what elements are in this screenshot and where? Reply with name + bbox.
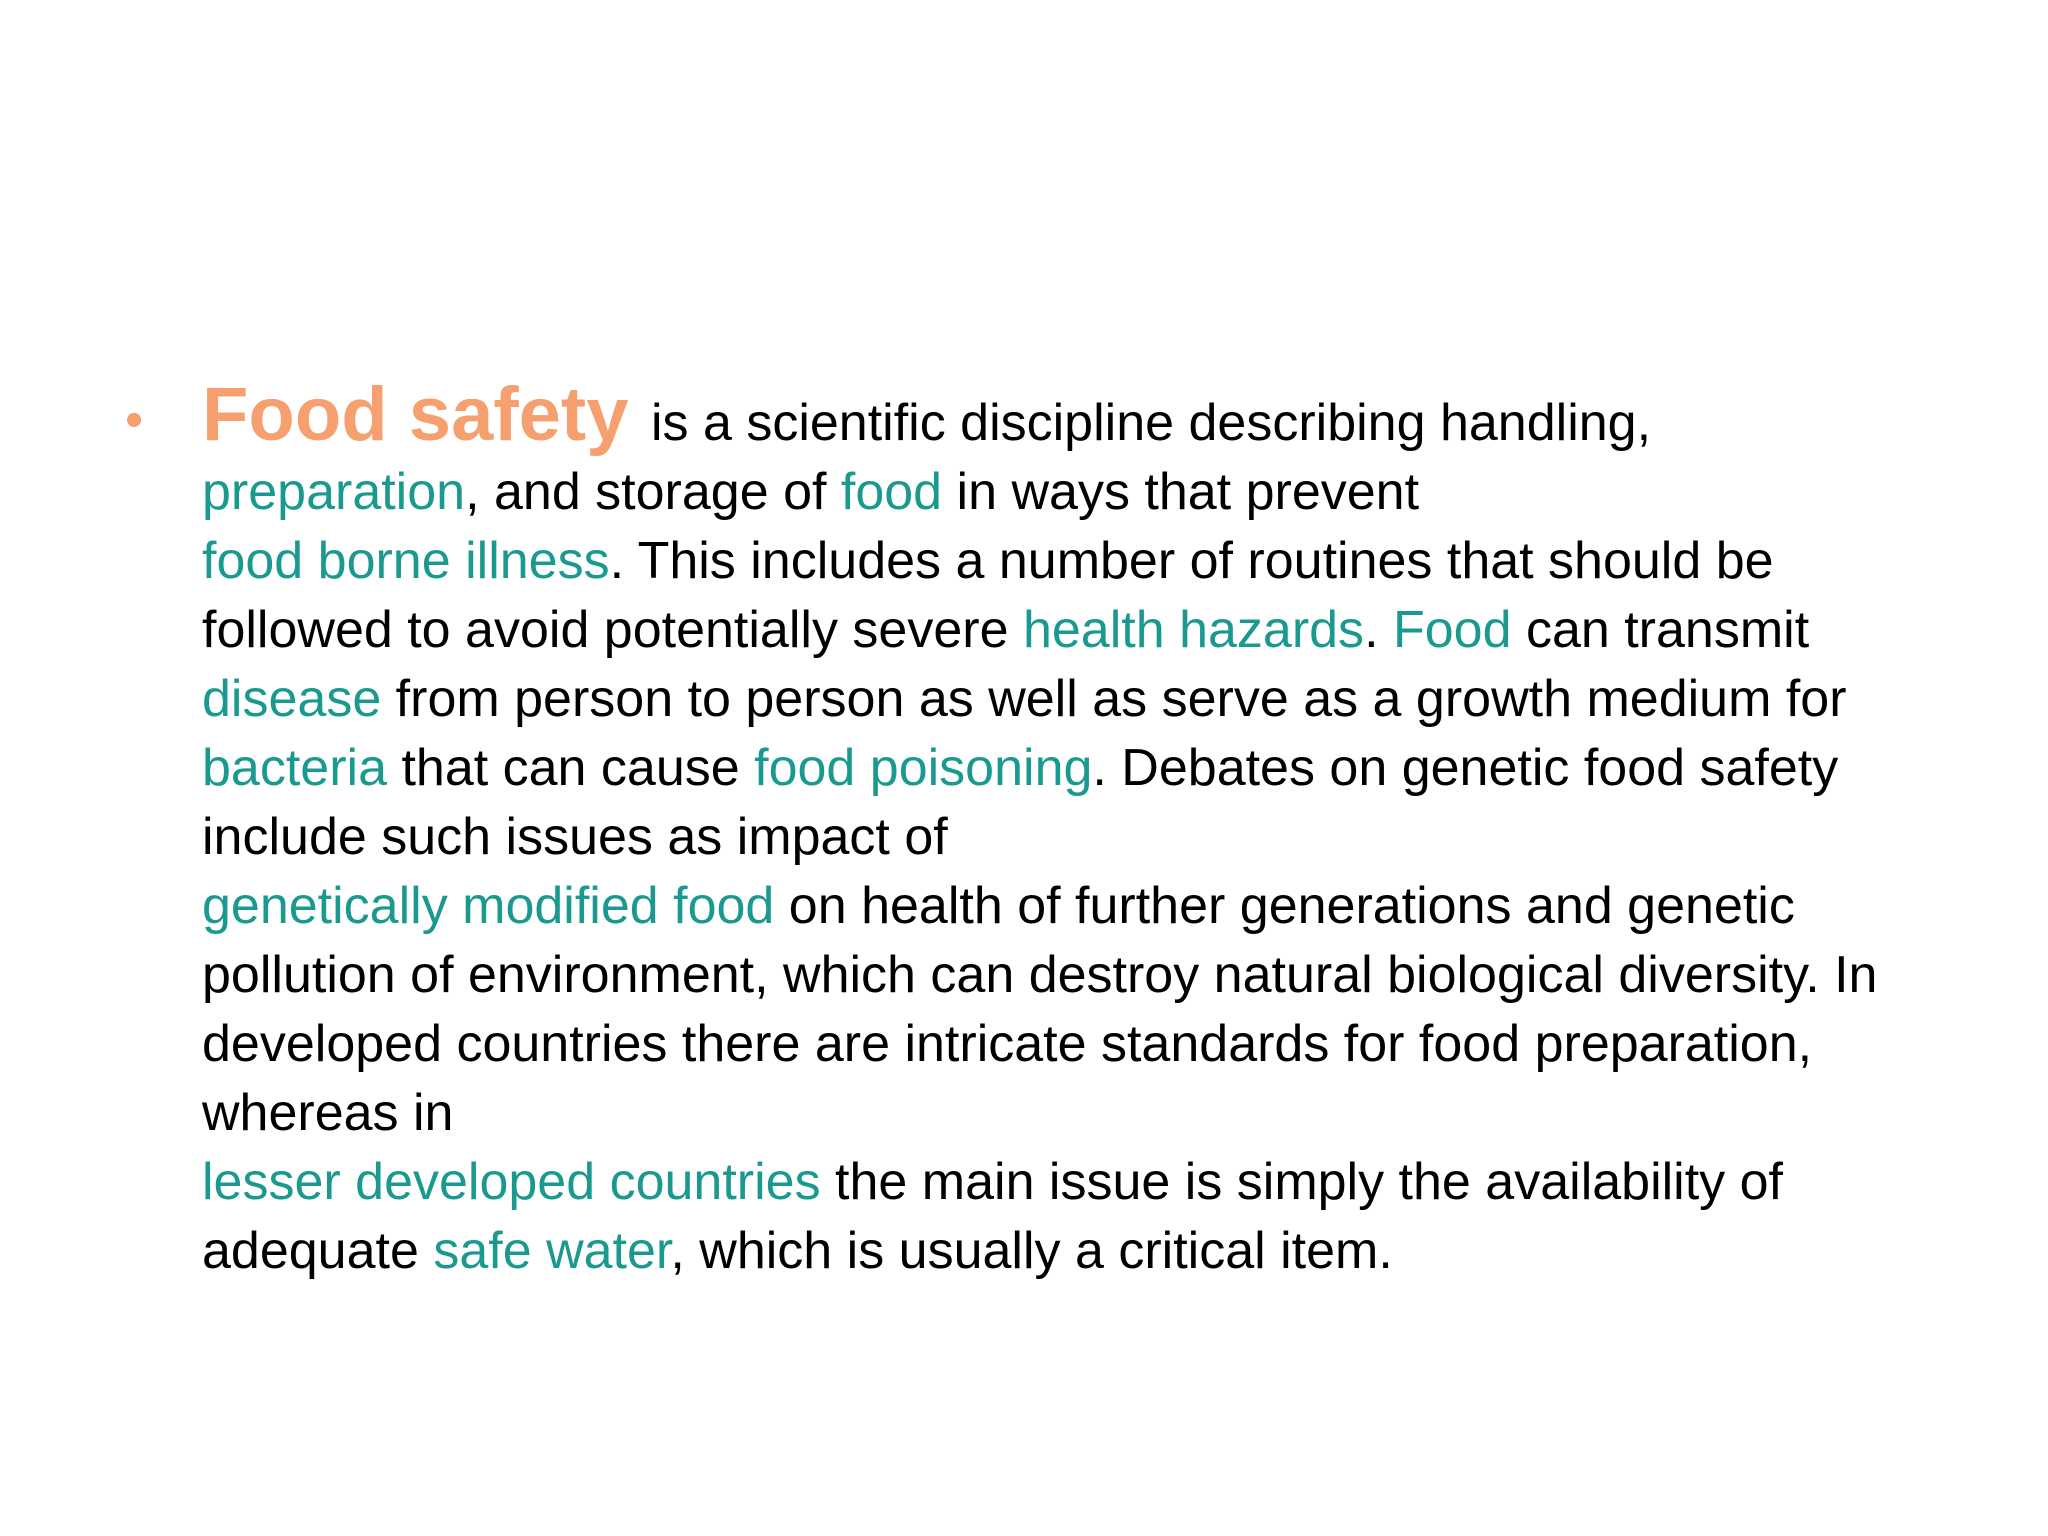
hyperlink[interactable]: bacteria	[202, 739, 387, 797]
body-text: that can cause	[387, 739, 755, 797]
hyperlink[interactable]: food poisoning	[754, 739, 1093, 797]
lead-term: Food safety	[202, 372, 629, 457]
bullet-dot: •	[125, 391, 144, 449]
body-text: , and storage of	[465, 463, 841, 521]
hyperlink[interactable]: safe water	[433, 1222, 671, 1280]
body-text: .	[1364, 601, 1393, 659]
bullet-item	[125, 372, 1965, 1286]
hyperlink[interactable]: health hazards	[1022, 601, 1365, 659]
body-text: can transmit	[1511, 601, 1810, 659]
body-text: . Debates on genetic food safety include such issues as impact of	[202, 739, 1839, 866]
hyperlink[interactable]: food borne illness	[202, 532, 610, 590]
body-text: in ways that prevent	[942, 463, 1420, 521]
hyperlink[interactable]: Food	[1392, 601, 1512, 659]
body-text: is a scientific discipline describing handling,	[636, 394, 1652, 452]
hyperlink[interactable]: food	[840, 463, 943, 521]
body-text: the main issue is simply the availability of adequate	[202, 1153, 1783, 1280]
body-paragraph	[202, 372, 1965, 1286]
body-text: from person to person as well as serve as a growth medium for	[381, 670, 1847, 728]
hyperlink[interactable]: lesser developed countries	[202, 1153, 821, 1211]
body-text: on health of further generations and genetic pollution of environment, which can destroy natural biological diversity. In developed countries there are intricate standards for food preparation, whereas in	[202, 877, 1878, 1142]
hyperlink[interactable]: disease	[202, 670, 382, 728]
hyperlink[interactable]: genetically modified food	[202, 877, 775, 935]
body-text: , which is usually a critical item.	[670, 1222, 1393, 1280]
hyperlink[interactable]: preparation	[202, 463, 466, 521]
body-text: . This includes a number of routines that should be followed to avoid potentially severe	[202, 532, 1774, 659]
